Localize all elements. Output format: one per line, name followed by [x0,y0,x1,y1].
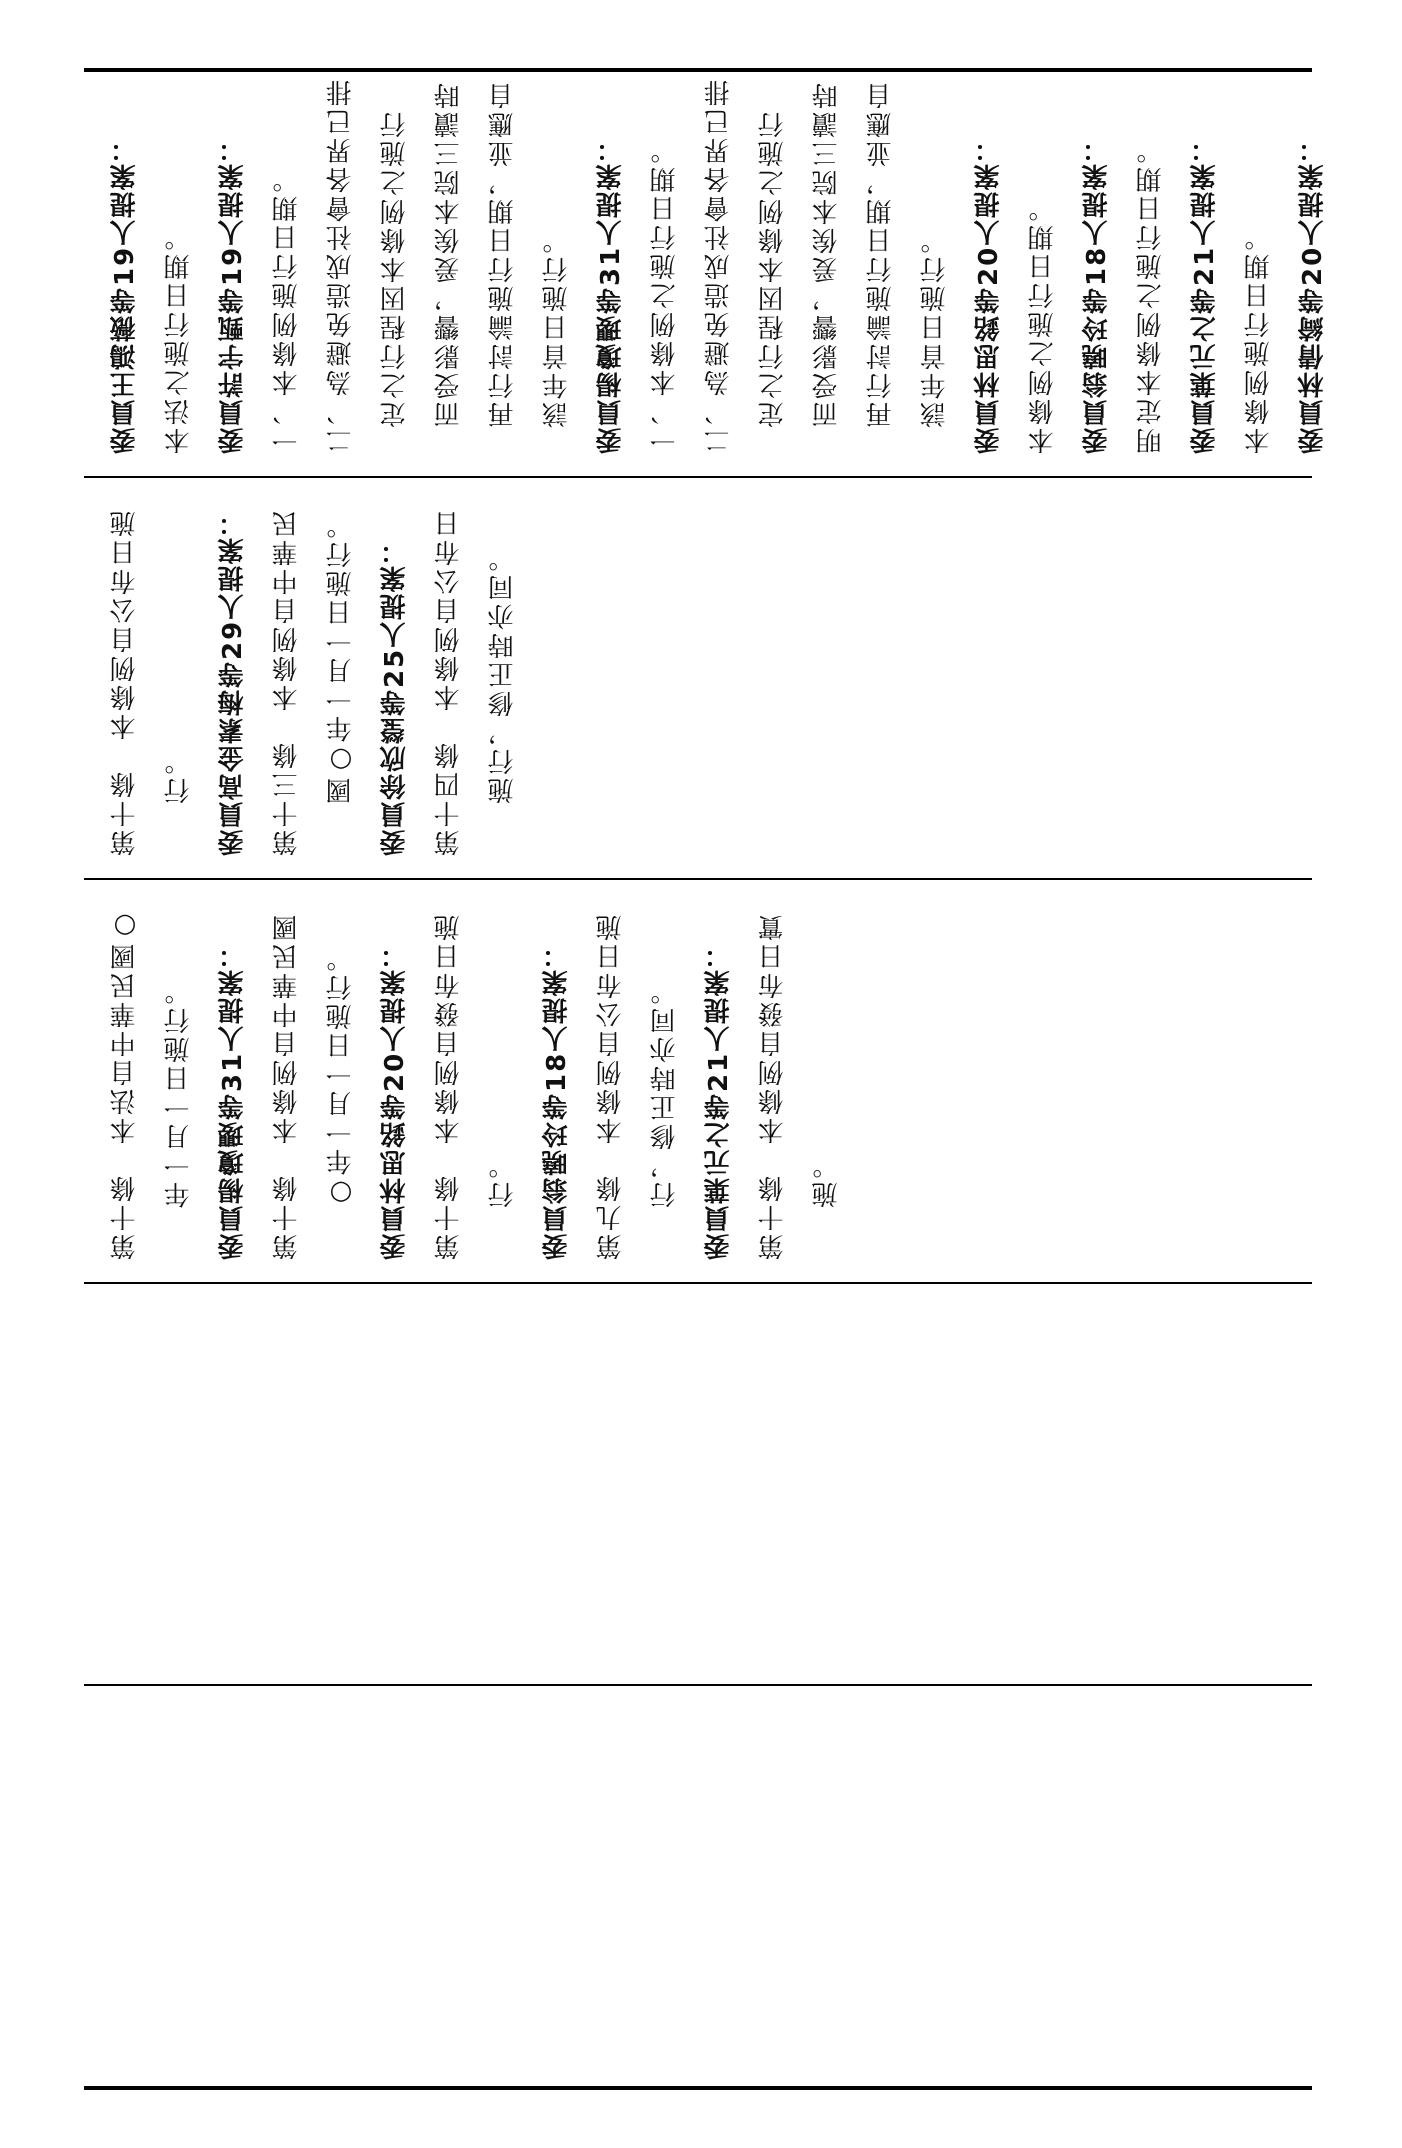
text-line: 而受影響，爰俟本院三讀時 [812,80,842,428]
text-line: 本條例施行日期。 [1244,222,1274,454]
article-line: 第十四條 本條例自公布日 [434,508,464,856]
proposal-heading: 委員葉元之等21人提案： [704,939,734,1260]
text-line: 國○年一月一日施行。 [326,510,356,804]
text-line: 定之行程因本條例之施行 [758,109,788,428]
article-line: 第十條 本法自中華民國○ [110,908,140,1260]
text-line: 該年首日施行。 [542,225,572,428]
text-line: 該年首日施行。 [920,225,950,428]
text-line: 年一月一日施行。 [164,976,194,1208]
text-line: 而受影響，爰俟本院三讀時 [434,80,464,428]
divider-rule [84,1282,1312,1284]
text-line: 行，修正時亦同。 [650,976,680,1208]
proposal-heading: 委員翁曉玲等18人提案： [542,939,572,1260]
text-line: 二、為避免造成社會各界已排 [326,77,356,454]
proposal-heading: 委員葉元之等21人提案： [1190,133,1220,454]
text-line: 一、本條例之施行日期。 [650,135,680,454]
proposal-heading: 委員翁曉玲等18人提案： [1082,133,1112,454]
text-line: ○年一月一日施行。 [326,943,356,1208]
proposal-heading: 委員高金素梅等29人提案： [218,507,248,856]
text-line: 再行討論施行日期，並應自 [488,80,518,428]
text-line: 一、本條例施行日期。 [272,164,302,454]
explanation-panel [84,74,1328,474]
article-line: 第十三條 本條例自中華民 [272,508,302,856]
proposal-text-panel [84,880,1312,1280]
article-line: 第九條 本條例自公布日施 [596,912,626,1260]
proposal-heading: 委員林思銘等20人提案： [380,939,410,1260]
proposal-heading: 委員徐欣瑩等25人提案： [380,535,410,856]
top-rule [84,68,1312,72]
text-line: 施行，修正時亦同。 [488,543,518,804]
text-line: 二、為避免造成社會各界已排 [704,77,734,454]
divider-rule [84,1684,1312,1686]
text-line: 本法之施行日期。 [164,222,194,454]
text-line: 再行討論施行日期，並應自 [866,80,896,428]
bottom-rule [84,2086,1312,2090]
proposal-heading: 委員林思銘等20人提案： [974,133,1004,454]
text-line: 定之行程因本條例之施行 [380,109,410,428]
proposal-heading: 委員林倩綺等20人提案： [1298,133,1328,454]
article-line: 第十條 本條例自發布日施 [434,912,464,1260]
proposal-heading: 委員楊瓊瓔等31人提案： [596,133,626,454]
text-line: 明定本條例之施行日期。 [1136,135,1166,454]
text-line: 行。 [488,1150,518,1208]
proposal-heading: 委員楊瓊瓔等31人提案： [218,939,248,1260]
article-line: 第十條 本條例自公布日施 [110,508,140,856]
article-line: 第十條 本條例自發布日實 [758,912,788,1260]
text-line: 施。 [812,1150,842,1208]
proposal-heading: 委員許宇甄等19人提案： [218,133,248,454]
text-line: 本條例之施行日期。 [1028,193,1058,454]
text-line: 行。 [164,746,194,804]
proposal-text-panel [84,478,1312,876]
proposal-heading: 委員王鴻薇等19人提案： [110,133,140,454]
article-line: 第十條 本條例自中華民國 [272,912,302,1260]
